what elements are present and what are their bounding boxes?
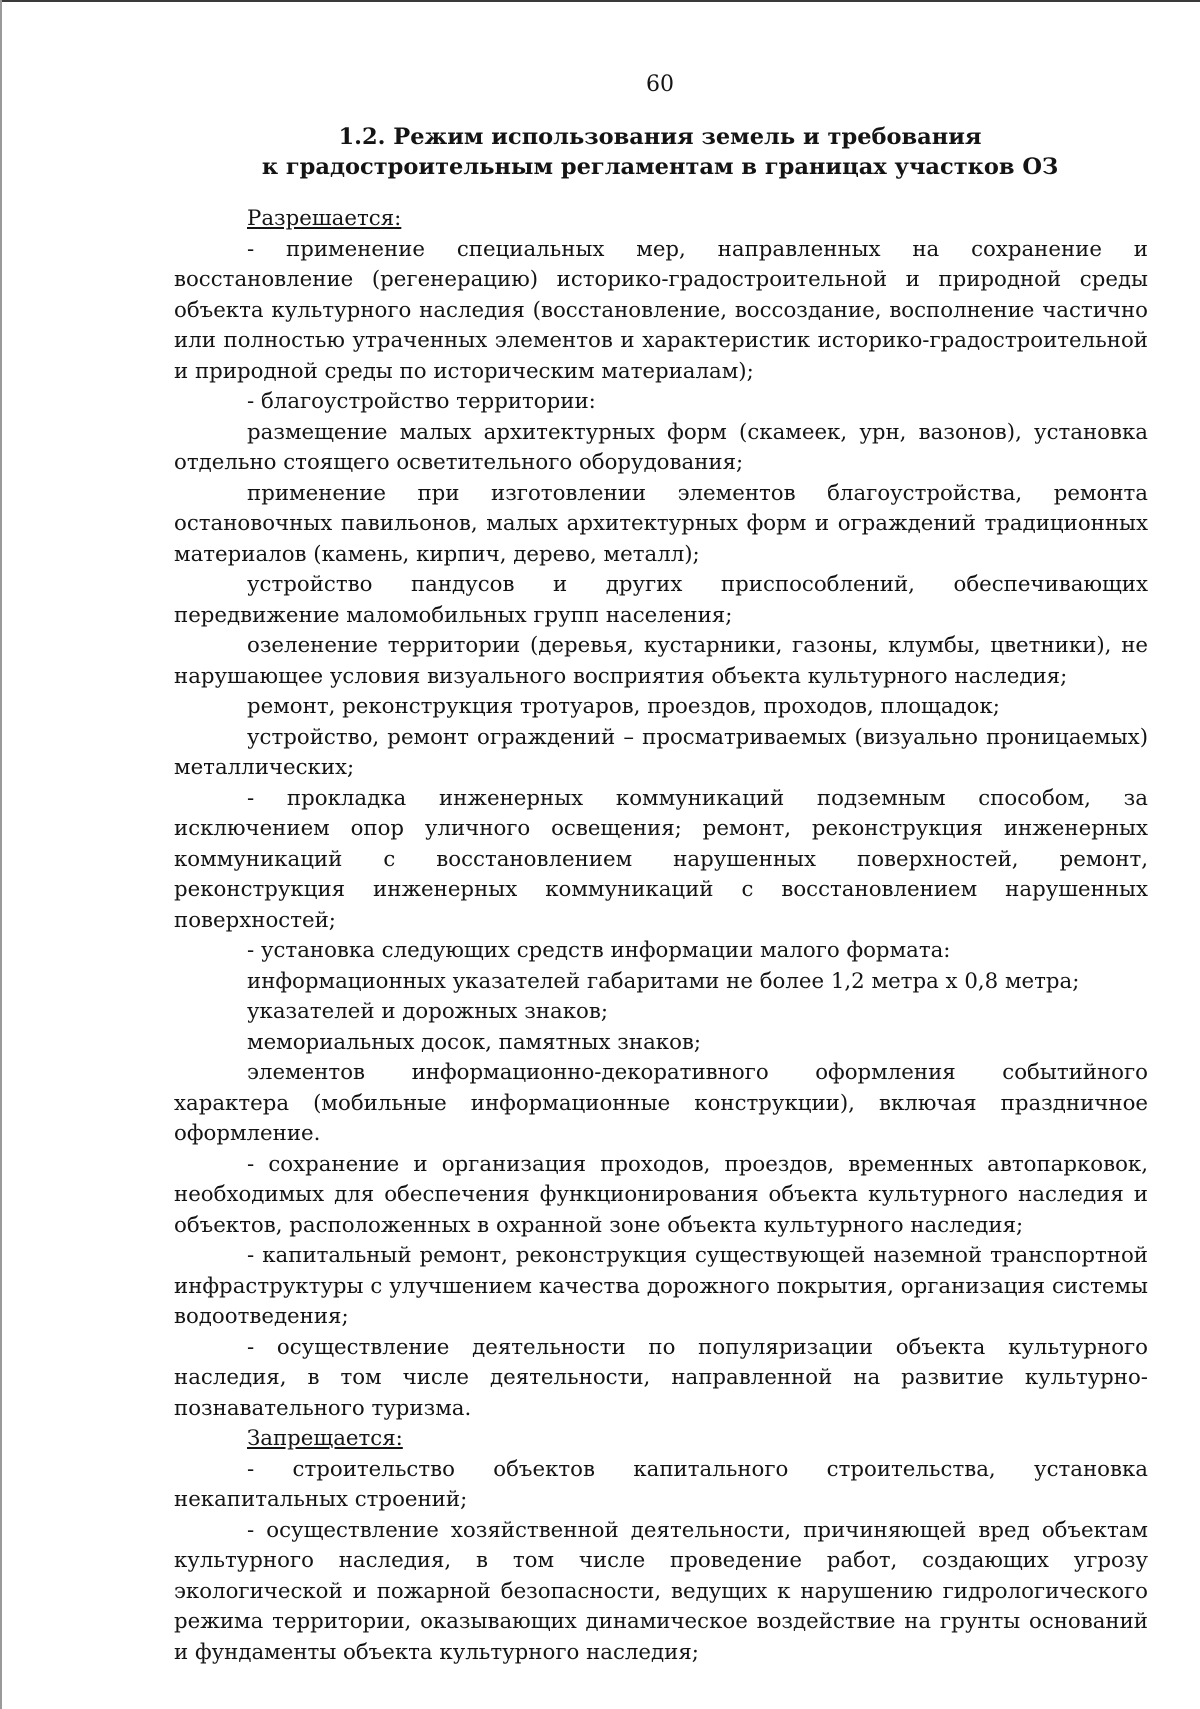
paragraph: размещение малых архитектурных форм (скамеек, урн, вазонов), установка отдельно стоящего осветительного оборудования;: [174, 419, 1148, 475]
section-heading: [170, 122, 1150, 182]
paragraph: - благоустройство территории:: [247, 389, 596, 414]
paragraph: устройство, ремонт ограждений – просматриваемых (визуально проницаемых) металлических;: [174, 724, 1148, 780]
paragraph: элементов информационно-декоративного оформления событийного характера (мобильные информационные конструкции), включая праздничное оформление.: [174, 1060, 1148, 1146]
paragraph: мемориальных досок, памятных знаков;: [247, 1029, 702, 1055]
paragraph: - осуществление хозяйственной деятельности, причиняющей вред объектам культурного наследия, в том числе проведение работ, создающих угрозу экологической и пожарной безопасности, ведущих к нарушению гидрологического режима территории, оказывающих динамическое воздействие на грунты оснований и фундаменты объекта культурного наследия;: [174, 1517, 1148, 1665]
paragraph: - сохранение и организация проходов, проездов, временных автопарковок, необходимых для обеспечения функционирования объекта культурного наследия и объектов, расположенных в охранной зоне объекта культурного наследия;: [174, 1151, 1148, 1238]
paragraph: - строительство объектов капитального строительства, установка некапитальных строений;: [174, 1456, 1148, 1512]
paragraph: - установка следующих средств информации малого формата:: [247, 938, 951, 963]
section-label-prohibited: Запрещается:: [247, 1426, 403, 1451]
paragraph: озеленение территории (деревья, кустарники, газоны, клумбы, цветники), не нарушающее условия визуального восприятия объекта культурного наследия;: [174, 633, 1148, 689]
paragraph: - осуществление деятельности по популяризации объекта культурного наследия, в том числе деятельности, направленной на развитие культурно-познавательного туризма.: [174, 1334, 1148, 1421]
heading-line-1: 1.2. Режим использования земель и требования: [338, 124, 982, 150]
paragraph: применение при изготовлении элементов благоустройства, ремонта остановочных павильонов, малых архитектурных форм и ограждений традиционных материалов (камень, кирпич, дерево, металл);: [174, 480, 1148, 567]
body-text: [174, 204, 1148, 1668]
paragraph: указателей и дорожных знаков;: [247, 999, 609, 1024]
heading-line-2: к градостроительным регламентам в границах участков ОЗ: [261, 154, 1059, 180]
paragraph: - применение специальных мер, направленных на сохранение и восстановление (регенерацию) историко-градостроительной и природной среды объекта культурного наследия (восстановление, воссоздание, восполнение частично или полностью утраченных элементов и характеристик историко-градостроительной и природной среды по историческим материалам);: [174, 236, 1148, 384]
section-label-allowed: Разрешается:: [247, 206, 402, 231]
paragraph: - капитальный ремонт, реконструкция существующей наземной транспортной инфраструктуры с улучшением качества дорожного покрытия, организация системы водоотведения;: [174, 1243, 1148, 1329]
paragraph: устройство пандусов и других приспособлений, обеспечивающих передвижение маломобильных групп населения;: [174, 572, 1148, 628]
page-number: 60: [646, 72, 674, 97]
paragraph: ремонт, реконструкция тротуаров, проездов, проходов, площадок;: [247, 694, 1000, 719]
paragraph: - прокладка инженерных коммуникаций подземным способом, за исключением опор уличного освещения; ремонт, реконструкция инженерных коммуникаций с восстановлением нарушенных поверхностей, ремонт, реконструкция инженерных коммуникаций с восстановлением нарушенных поверхностей;: [174, 785, 1148, 933]
paragraph: информационных указателей габаритами не более 1,2 метра х 0,8 метра;: [247, 968, 1080, 994]
scan-edge-left: [0, 0, 2, 1709]
scan-edge-top: [0, 0, 1200, 2]
